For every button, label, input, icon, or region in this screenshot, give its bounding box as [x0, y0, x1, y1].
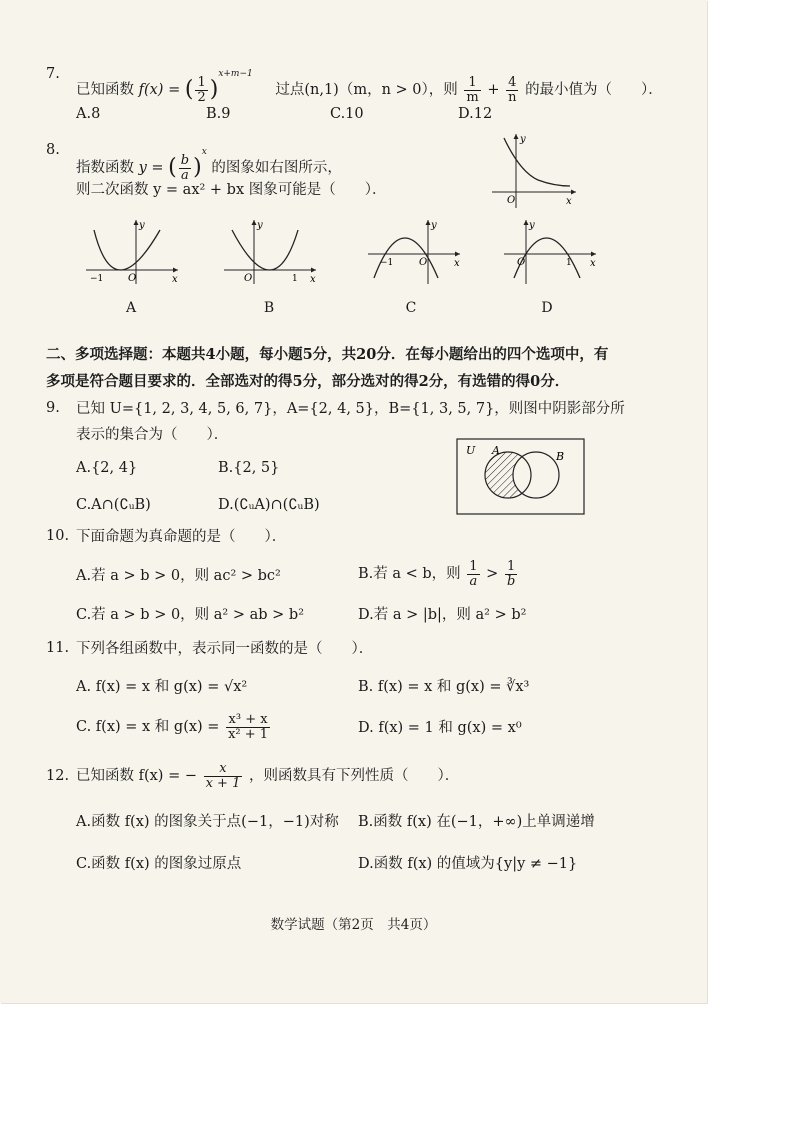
q7-func: f(x) =: [138, 82, 181, 98]
q11-option-a[interactable]: A. f(x) = x 和 g(x) = √x²: [76, 679, 248, 695]
q11-number: 11.: [46, 640, 70, 656]
q8-frac-b-a: $\frac{b}{a}$: [180, 152, 190, 183]
q9-option-c[interactable]: C.A∩(∁ᵤB): [76, 497, 151, 513]
venn-a-label: A: [492, 444, 500, 457]
q8-c-x-label: x: [454, 258, 460, 269]
q8-exp-graph-x-label: x: [566, 196, 572, 207]
q8-exponent: x: [201, 147, 207, 157]
q12-tail: ，则函数具有下列性质（ ）．: [248, 768, 460, 784]
q8-exp-graph-y-label: y: [520, 134, 526, 145]
q10-number: 10.: [46, 528, 70, 544]
q8-exp-graph-origin: O: [507, 195, 516, 206]
q9-line2: 表示的集合为（ ）．: [76, 427, 229, 443]
q12-stem: [76, 758, 459, 794]
q10-b-frac-1-b: $\frac{1}{b}$: [506, 558, 516, 589]
q11-option-c-text: C. f(x) = x 和 g(x) =: [76, 719, 220, 735]
q8-c-origin: O: [419, 257, 428, 268]
q12-number: 12.: [46, 768, 70, 784]
q8-b-y-label: y: [257, 220, 263, 231]
q10-option-c[interactable]: C.若 a > b > 0，则 a² > ab > b²: [76, 607, 305, 623]
section2-line1: 二、多项选择题：本题共4小题，每小题5分，共20分．在每小题给出的四个选项中，有: [46, 346, 609, 363]
q7-mid: 过点(n,1)（m，n > 0），则: [275, 82, 458, 98]
q8-b-origin: O: [244, 273, 253, 284]
q11-option-b[interactable]: B. f(x) = x 和 g(x) = ∛x³: [358, 679, 530, 695]
q10-stem: 下面命题为真命题的是（ ）．: [76, 529, 287, 545]
q7-half: $\frac{1}{2}$: [197, 74, 206, 105]
q7-stem: [76, 56, 663, 108]
q10-option-b-text: B.若 a < b，则: [358, 566, 461, 582]
q8-d-one-label: 1: [566, 258, 572, 268]
section2-line2: 多项是符合题目要求的．全部选对的得5分，部分选对的得2分，有选错的得0分．: [46, 373, 570, 390]
q8-option-c[interactable]: C: [405, 300, 417, 316]
q7-tail: 的最小值为（ ）．: [525, 82, 663, 98]
q8-graph-d[interactable]: [502, 218, 602, 286]
q11-c-frac: $\frac{\text{x³ + x}}{\text{x² + 1}}$: [228, 711, 269, 742]
q8-func: y =: [138, 160, 164, 176]
q7-lead: 已知函数: [76, 82, 134, 98]
q8-exponential-graph: [490, 132, 580, 210]
q8-d-origin: O: [517, 257, 526, 268]
q8-b-one-label: 1: [292, 274, 298, 284]
q9-option-a[interactable]: A.{2, 4}: [76, 460, 138, 476]
q9-option-d[interactable]: D.(∁ᵤA)∩(∁ᵤB): [218, 497, 320, 513]
q8-d-x-label: x: [590, 258, 596, 269]
q7-frac-1-m: $\frac{1}{m}$: [466, 74, 479, 105]
q12-frac: $\frac{x}{x + 1}$: [205, 760, 241, 791]
q8-a-origin: O: [128, 273, 137, 284]
q9-number: 9.: [46, 400, 60, 416]
q12-option-d[interactable]: D.函数 f(x) 的值域为{y|y ≠ −1}: [358, 856, 578, 872]
q10-b-gt: >: [486, 566, 499, 582]
q7-plus: +: [487, 82, 500, 98]
q11-stem: 下列各组函数中，表示同一函数的是（ ）．: [76, 641, 374, 657]
q9-venn-diagram: [456, 438, 586, 516]
q9-line1: 已知 U={1, 2, 3, 4, 5, 6, 7}，A={2, 4, 5}，B={1, 3, 5, 7}，则图中阴影部分所: [76, 401, 625, 417]
q7-exponent: x+m−1: [218, 69, 253, 79]
q7-lparen: (: [184, 77, 194, 102]
q10-option-d[interactable]: D.若 a > |b|，则 a² > b²: [358, 607, 527, 623]
q7-option-b[interactable]: B.9: [206, 106, 231, 122]
q8-c-y-label: y: [431, 220, 437, 231]
q7-rparen: ): [209, 77, 219, 102]
q8-graph-a[interactable]: [84, 218, 184, 286]
q8-d-y-label: y: [529, 220, 535, 231]
q8-a-y-label: y: [139, 220, 145, 231]
q8-line2: 则二次函数 y = ax² + bx 图象可能是（ ）．: [76, 182, 387, 198]
q7-option-a[interactable]: A.8: [76, 106, 101, 122]
q7-number: 7.: [46, 66, 60, 82]
q8-a-x-label: x: [172, 274, 178, 285]
venn-u-label: U: [466, 444, 476, 457]
q12-lead: 已知函数 f(x) = −: [76, 768, 197, 784]
q8-a-neg1-label: −1: [90, 274, 104, 284]
q11-option-d[interactable]: D. f(x) = 1 和 g(x) = x⁰: [358, 720, 522, 736]
q8-graph-c[interactable]: [366, 218, 466, 286]
q11-option-c[interactable]: [76, 709, 272, 745]
q12-option-b[interactable]: B.函数 f(x) 在(−1，+∞)上单调递增: [358, 814, 595, 830]
q8-option-a[interactable]: A: [125, 300, 137, 316]
q12-option-a[interactable]: A.函数 f(x) 的图象关于点(−1，−1)对称: [76, 814, 339, 830]
q7-option-c[interactable]: C.10: [330, 106, 364, 122]
q10-b-frac-1-a: $\frac{1}{a}$: [469, 558, 478, 589]
q8-graph-b[interactable]: [222, 218, 322, 286]
q7-option-d[interactable]: D.12: [458, 106, 493, 122]
q8-stem: 指数函数 y = ( $\frac{b}{a}$ )$^x$ 的图象如右图所示，: [76, 147, 342, 183]
q8-option-d[interactable]: D: [541, 300, 553, 316]
q8-number: 8.: [46, 142, 60, 158]
q7-frac-4-n: $\frac{4}{n}$: [508, 74, 517, 105]
q12-option-c[interactable]: C.函数 f(x) 的图象过原点: [76, 856, 242, 872]
q8-c-neg1-label: −1: [380, 258, 394, 268]
q8-lead: 指数函数: [76, 160, 134, 176]
q9-option-b[interactable]: B.{2, 5}: [218, 460, 280, 476]
q8-option-b[interactable]: B: [263, 300, 275, 316]
q8-tail: 的图象如右图所示，: [211, 160, 342, 176]
q8-b-x-label: x: [310, 274, 316, 285]
q10-option-b[interactable]: [358, 556, 519, 592]
venn-b-label: B: [556, 450, 565, 463]
page-footer: 数学试题（第2页 共4页）: [270, 917, 437, 933]
q10-option-a[interactable]: A.若 a > b > 0，则 ac² > bc²: [76, 568, 281, 584]
